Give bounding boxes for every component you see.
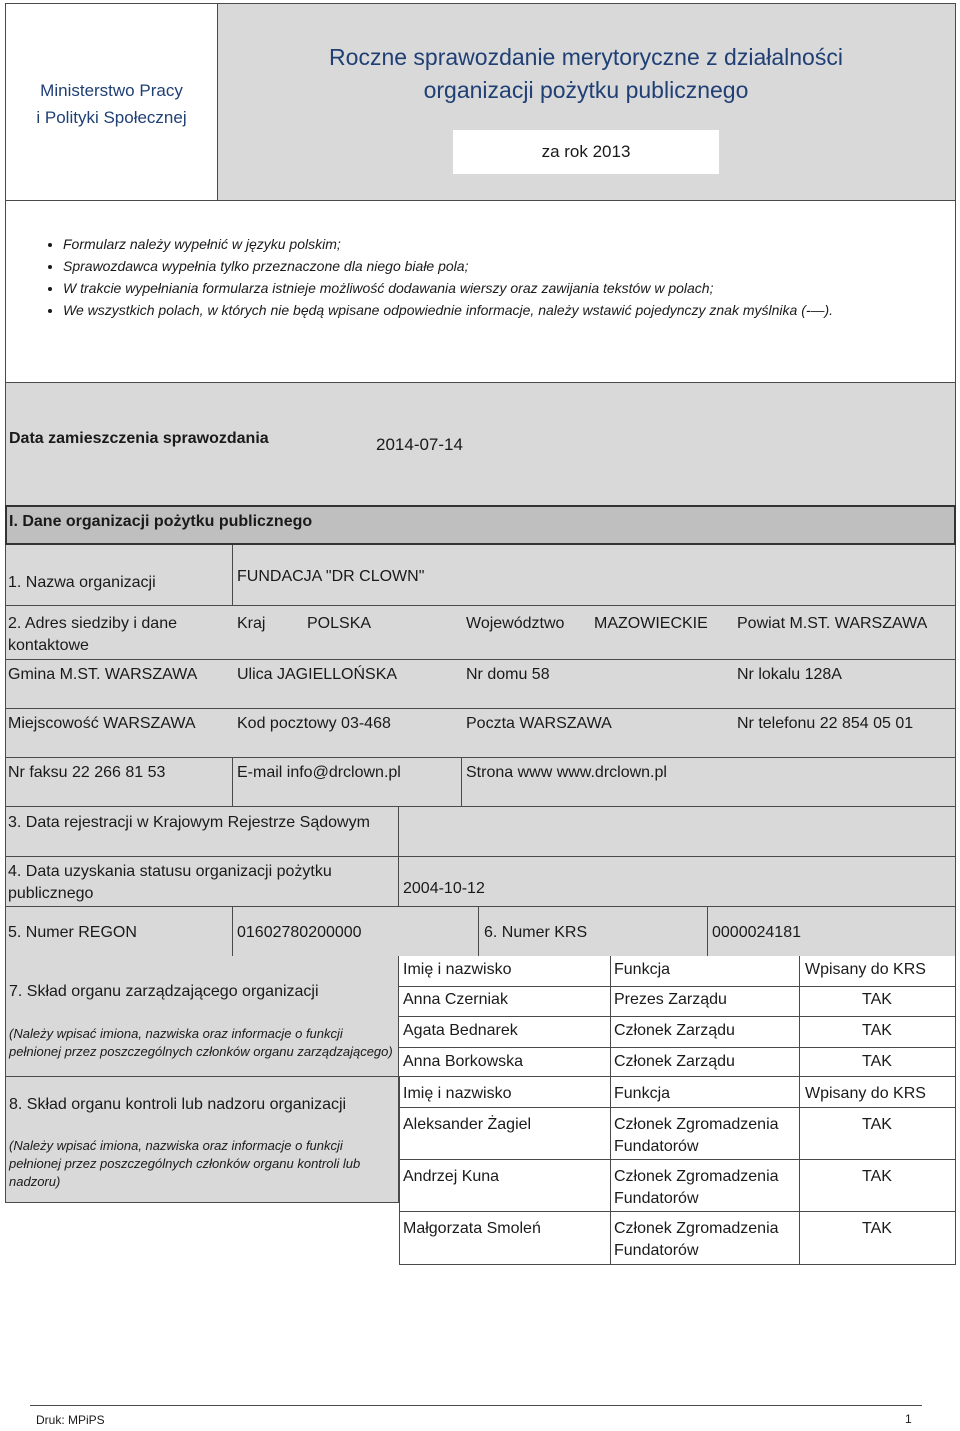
supervisory-member-krs[interactable]: TAK xyxy=(862,1116,892,1133)
row-divider xyxy=(399,1016,956,1017)
supervisory-label: 8. Skład organu kontroli lub nadzoru organizacji xyxy=(9,1096,347,1113)
row-divider xyxy=(399,1107,956,1108)
ministry-name-line1: Ministerstwo Pracy xyxy=(40,81,183,100)
cell-divider xyxy=(232,757,233,807)
instructions-list xyxy=(6,233,833,321)
supervisory-note-line3: nadzoru) xyxy=(9,1174,61,1189)
row-divider xyxy=(232,545,233,606)
ministry-name-line2: i Polityki Społecznej xyxy=(36,108,187,127)
commune-field[interactable]: Gmina M.ST. WARSZAWA xyxy=(8,666,198,683)
supervisory-col-name: Imię i nazwisko xyxy=(403,1085,512,1102)
board-member-krs[interactable]: TAK xyxy=(862,991,892,1008)
report-date-value: 2014-07-14 xyxy=(376,435,463,454)
board-member-name[interactable]: Anna Czerniak xyxy=(403,991,508,1008)
report-date-box xyxy=(5,382,956,506)
row-divider xyxy=(399,1159,956,1160)
krs-number-value[interactable]: 0000024181 xyxy=(712,924,801,941)
supervisory-col-krs: Wpisany do KRS xyxy=(805,1085,926,1102)
voivodeship-value[interactable]: MAZOWIECKIE xyxy=(594,615,708,632)
row-divider xyxy=(5,605,956,606)
section-heading: I. Dane organizacji pożytku publicznego xyxy=(9,513,313,530)
supervisory-member-name[interactable]: Małgorzata Smoleń xyxy=(403,1220,541,1237)
country-value[interactable]: POLSKA xyxy=(307,615,372,632)
row-divider xyxy=(5,806,956,807)
supervisory-member-name[interactable]: Aleksander Żagiel xyxy=(403,1116,532,1133)
supervisory-member-function-line1[interactable]: Członek Zgromadzenia xyxy=(614,1168,779,1185)
address-label-line1: 2. Adres siedziby i dane xyxy=(8,615,177,632)
board-note-line1: (Należy wpisać imiona, nazwiska oraz informacje o funkcji xyxy=(9,1026,343,1041)
postal-code-field[interactable]: Kod pocztowy 03-468 xyxy=(237,715,391,732)
supervisory-label-box xyxy=(5,1076,399,1203)
row-divider xyxy=(399,986,956,987)
supervisory-member-function-line2[interactable]: Fundatorów xyxy=(614,1138,699,1155)
report-title-line2: organizacji pożytku publicznego xyxy=(423,77,749,103)
footer-print-label: Druk: MPiPS xyxy=(36,1413,105,1427)
house-number-field[interactable]: Nr domu 58 xyxy=(466,666,550,683)
row-divider xyxy=(5,906,956,907)
cell-divider xyxy=(461,757,462,807)
board-member-function[interactable]: Prezes Zarządu xyxy=(614,991,727,1008)
regon-label: 5. Numer REGON xyxy=(8,924,137,941)
row-divider xyxy=(399,1047,956,1048)
instruction-item: • Formularz należy wypełnić w języku polskim; xyxy=(63,233,833,255)
row-divider xyxy=(5,856,956,857)
board-col-name: Imię i nazwisko xyxy=(403,961,512,978)
city-field[interactable]: Miejscowość WARSZAWA xyxy=(8,715,196,732)
year-value: za rok 2013 xyxy=(541,142,631,161)
ministry-box xyxy=(5,3,218,201)
row-divider xyxy=(399,1211,956,1212)
cell-divider xyxy=(232,906,233,957)
instruction-item: • W trakcie wypełniania formularza istnieje możliwość dodawania wierszy oraz zawijania tekstów w polach; xyxy=(63,277,833,299)
voivodeship-label: Województwo xyxy=(466,615,565,632)
supervisory-member-krs[interactable]: TAK xyxy=(862,1168,892,1185)
org-name-value[interactable]: FUNDACJA "DR CLOWN" xyxy=(237,568,425,585)
supervisory-note-line1: (Należy wpisać imiona, nazwiska oraz informacje o funkcji xyxy=(9,1138,343,1153)
cell-divider xyxy=(478,906,479,957)
board-member-krs[interactable]: TAK xyxy=(862,1022,892,1039)
post-office-field[interactable]: Poczta WARSZAWA xyxy=(466,715,612,732)
apartment-number-field[interactable]: Nr lokalu 128A xyxy=(737,666,842,683)
row-divider xyxy=(5,659,956,660)
country-label: Kraj xyxy=(237,615,266,632)
board-member-krs[interactable]: TAK xyxy=(862,1053,892,1070)
supervisory-member-function-line2[interactable]: Fundatorów xyxy=(614,1242,699,1259)
instruction-item: • We wszystkich polach, w których nie będą wpisane odpowiednie informacje, należy wstawić pojedynczy znak myślnika (-—). xyxy=(63,299,833,321)
status-label-line1: 4. Data uzyskania statusu organizacji pożytku xyxy=(8,863,332,880)
street-field[interactable]: Ulica JAGIELLOŃSKA xyxy=(237,666,398,683)
instructions-box xyxy=(5,200,956,383)
board-member-function[interactable]: Członek Zarządu xyxy=(614,1053,735,1070)
supervisory-member-name[interactable]: Andrzej Kuna xyxy=(403,1168,500,1185)
cell-divider xyxy=(399,1077,400,1265)
county-field[interactable]: Powiat M.ST. WARSZAWA xyxy=(737,615,928,632)
report-date-label: Data zamieszczenia sprawozdania xyxy=(9,430,269,447)
board-col-krs: Wpisany do KRS xyxy=(805,961,926,978)
supervisory-member-function-line2[interactable]: Fundatorów xyxy=(614,1190,699,1207)
board-label-box xyxy=(5,956,399,1077)
board-member-name[interactable]: Anna Borkowska xyxy=(403,1053,524,1070)
supervisory-member-function-line1[interactable]: Członek Zgromadzenia xyxy=(614,1116,779,1133)
fax-field[interactable]: Nr faksu 22 266 81 53 xyxy=(8,764,166,781)
regon-value[interactable]: 01602780200000 xyxy=(237,924,362,941)
status-label-line2: publicznego xyxy=(8,885,94,902)
supervisory-note-line2: pełnionej przez poszczególnych członków organu kontroli lub xyxy=(9,1156,361,1171)
page-number: 1 xyxy=(905,1412,912,1426)
supervisory-member-function-line1[interactable]: Członek Zgromadzenia xyxy=(614,1220,779,1237)
status-date-value[interactable]: 2004-10-12 xyxy=(403,880,485,897)
report-title-box xyxy=(218,3,956,201)
address-label-line2: kontaktowe xyxy=(8,637,89,654)
year-field[interactable] xyxy=(453,130,719,174)
board-note-line2: pełnionej przez poszczególnych członków organu zarządzającego) xyxy=(9,1044,393,1059)
cell-divider xyxy=(610,1077,611,1265)
board-table xyxy=(399,956,956,1077)
board-col-function: Funkcja xyxy=(614,961,671,978)
org-name-label: 1. Nazwa organizacji xyxy=(8,574,156,591)
board-member-name[interactable]: Agata Bednarek xyxy=(403,1022,518,1039)
instruction-item: • Sprawozdawca wypełnia tylko przeznaczone dla niego białe pola; xyxy=(63,255,833,277)
report-title-line1: Roczne sprawozdanie merytoryczne z działalności xyxy=(329,44,843,70)
section-heading-box xyxy=(5,505,956,545)
board-member-function[interactable]: Członek Zarządu xyxy=(614,1022,735,1039)
footer-rule xyxy=(30,1405,922,1406)
phone-field[interactable]: Nr telefonu 22 854 05 01 xyxy=(737,715,914,732)
supervisory-member-krs[interactable]: TAK xyxy=(862,1220,892,1237)
supervisory-table xyxy=(399,1077,956,1265)
cell-divider xyxy=(707,906,708,957)
website-field[interactable]: Strona www www.drclown.pl xyxy=(466,764,667,781)
row-divider xyxy=(5,757,956,758)
krs-number-label: 6. Numer KRS xyxy=(484,924,588,941)
krs-registration-label: 3. Data rejestracji w Krajowym Rejestrze Sądowym xyxy=(8,814,370,831)
row-divider xyxy=(5,708,956,709)
board-label: 7. Skład organu zarządzającego organizacji xyxy=(9,983,319,1000)
supervisory-col-function: Funkcja xyxy=(614,1085,671,1102)
email-field[interactable]: E-mail info@drclown.pl xyxy=(237,764,401,781)
